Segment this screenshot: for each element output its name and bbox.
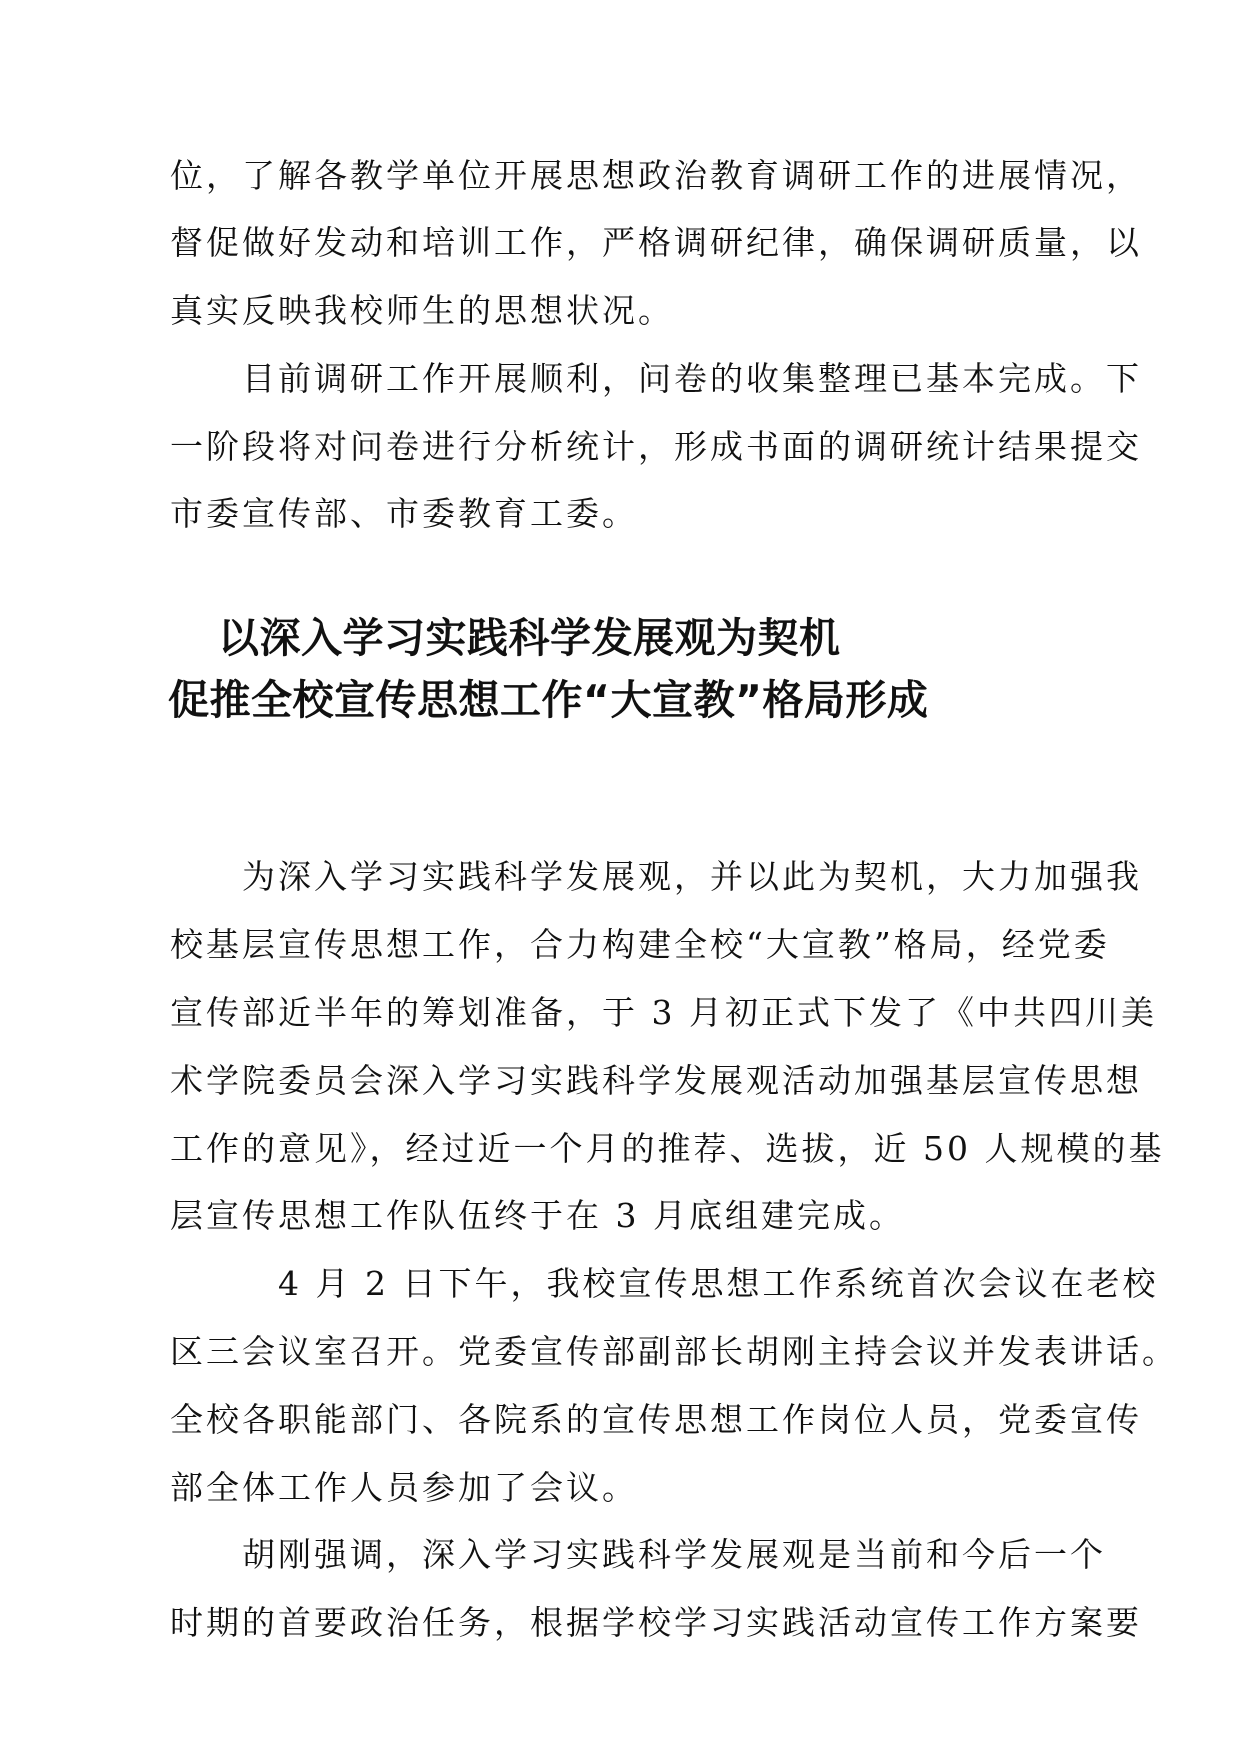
article-line: 4 月 2 日下午，我校宣传思想工作系统首次会议在老校 bbox=[170, 1264, 1159, 1303]
intro-line: 一阶段将对问卷进行分析统计，形成书面的调研统计结果提交 bbox=[170, 427, 1142, 466]
intro-line: 位，了解各教学单位开展思想政治教育调研工作的进展情况， bbox=[170, 156, 1142, 195]
intro-line: 目前调研工作开展顺利，问卷的收集整理已基本完成。下 bbox=[170, 359, 1142, 398]
article-line: 宣传部近半年的筹划准备，于 3 月初正式下发了《中共四川美 bbox=[170, 993, 1157, 1032]
article-title-line-1: 以深入学习实践科学发展观为契机 bbox=[218, 614, 841, 662]
article-line: 区三会议室召开。党委宣传部副部长胡刚主持会议并发表讲话。 bbox=[170, 1332, 1178, 1371]
article-line: 全校各职能部门、各院系的宣传思想工作岗位人员，党委宣传 bbox=[170, 1400, 1142, 1439]
article-line: 时期的首要政治任务，根据学校学习实践活动宣传工作方案要 bbox=[170, 1603, 1142, 1642]
intro-line: 督促做好发动和培训工作，严格调研纪律，确保调研质量，以 bbox=[170, 223, 1142, 262]
article-line: 层宣传思想工作队伍终于在 3 月底组建完成。 bbox=[170, 1196, 905, 1235]
intro-line: 真实反映我校师生的思想状况。 bbox=[170, 291, 674, 330]
article-line: 为深入学习实践科学发展观，并以此为契机，大力加强我 bbox=[170, 857, 1142, 896]
article-line: 术学院委员会深入学习实践科学发展观活动加强基层宣传思想 bbox=[170, 1061, 1142, 1100]
article-line: 工作的意见》，经过近一个月的推荐、选拔，近 50 人规模的基 bbox=[170, 1129, 1165, 1168]
article-line: 校基层宣传思想工作，合力构建全校“大宣教”格局，经党委 bbox=[170, 925, 1110, 964]
article-line: 胡刚强调，深入学习实践科学发展观是当前和今后一个 bbox=[170, 1535, 1106, 1574]
intro-line: 市委宣传部、市委教育工委。 bbox=[170, 494, 638, 533]
article-title-line-2: 促推全校宣传思想工作“大宣教”格局形成 bbox=[168, 676, 929, 724]
article-line: 部全体工作人员参加了会议。 bbox=[170, 1468, 638, 1507]
